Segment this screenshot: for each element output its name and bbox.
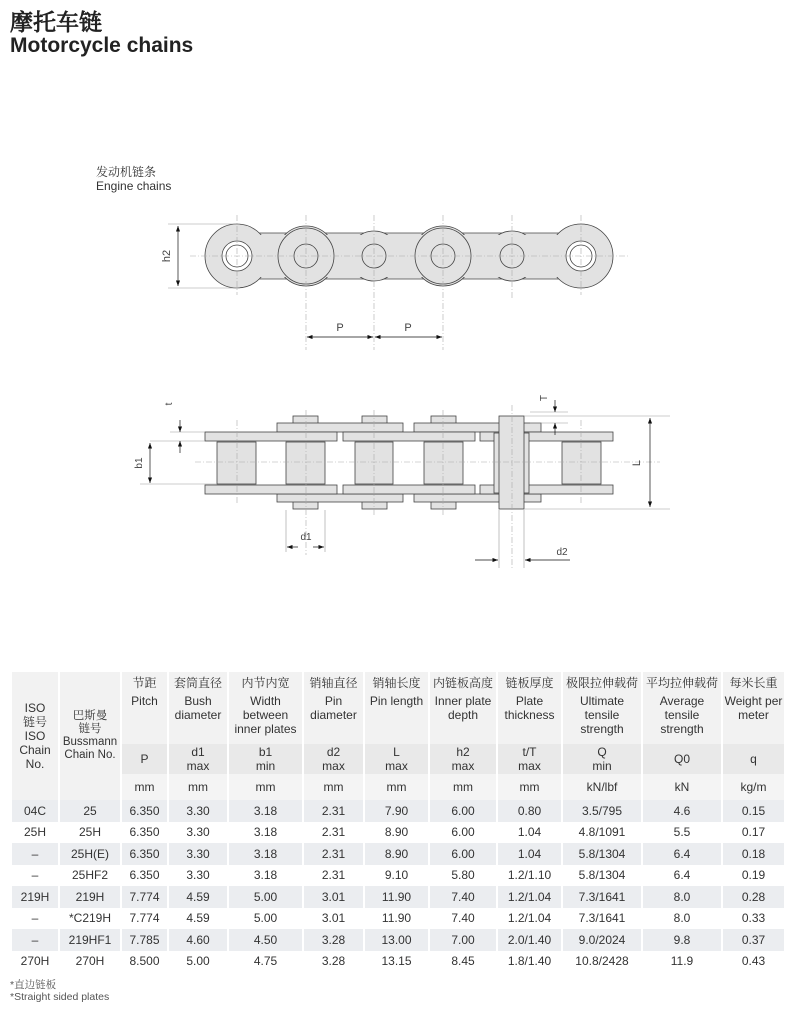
symbol: Q [597, 745, 607, 759]
header-text: Bussmann [62, 736, 118, 748]
table-cell: 11.9 [670, 954, 694, 969]
footnote-cn: *直边链板 [10, 979, 57, 991]
table-cell: *C219H [68, 911, 112, 926]
header-iso-chain-no [12, 672, 58, 800]
table-cell: 6.00 [430, 800, 496, 822]
table-cell: 270H [75, 954, 105, 969]
header-3 [304, 672, 363, 744]
table-cell: 8.0 [643, 886, 721, 908]
symbol: t/T [522, 745, 537, 759]
table-cell: 8.500 [129, 954, 160, 969]
table-cell: 4.59 [186, 911, 210, 926]
table-cell: 6.4 [643, 843, 721, 865]
table-cell: 25H [78, 825, 101, 840]
table-cell: 5.5 [673, 825, 691, 840]
header-cn: 销轴长度 [372, 676, 421, 690]
header-cn: 极限拉伸载荷 [565, 676, 638, 690]
label-b1: b1 [134, 457, 145, 469]
table-cell: 5.00 [229, 886, 302, 908]
header-cn: 平均拉伸载荷 [645, 676, 718, 690]
header-unit: mm [122, 774, 167, 800]
header-8 [643, 672, 721, 744]
header-text: 巴斯曼 [72, 710, 108, 722]
header-1 [169, 672, 227, 744]
label-p: P [404, 322, 412, 334]
label-T: T [539, 394, 550, 402]
table-cell: 6.350 [129, 868, 160, 883]
symbol-qualifier: max [322, 759, 345, 773]
table-cell: 3.30 [169, 843, 227, 865]
table-row [12, 886, 784, 908]
symbol: d1 [191, 745, 205, 759]
header-en: Width between inner plates [234, 694, 297, 736]
header-cn: 节距 [132, 676, 157, 690]
header-text: ISO [24, 701, 46, 715]
header-en: Plate thickness [504, 694, 555, 722]
table-cell: 10.8/2428 [575, 954, 629, 969]
table-cell: 4.59 [169, 886, 227, 908]
table-cell: 1.04 [517, 825, 542, 840]
table-row [12, 843, 784, 865]
table-cell: – [31, 911, 39, 926]
header-symbol [169, 744, 227, 774]
table-cell: – [12, 929, 58, 951]
table-cell: 6.00 [430, 843, 496, 865]
table-cell: 8.90 [365, 843, 428, 865]
table-cell: 2.31 [321, 868, 346, 883]
header-2 [229, 672, 302, 744]
header-en: Pitch [131, 694, 158, 708]
header-0 [122, 672, 167, 744]
table-cell: 8.90 [384, 825, 409, 840]
table-cell: 8.45 [451, 954, 475, 969]
table-cell: 7.00 [430, 929, 496, 951]
header-cn: 内节内宽 [241, 676, 290, 690]
title-cn: 摩托车链 [10, 10, 102, 36]
table-cell: 2.0/1.40 [498, 929, 561, 951]
table-row [12, 951, 784, 973]
table-row [12, 822, 784, 844]
table-cell: 2.31 [304, 800, 363, 822]
specs-table [10, 672, 786, 972]
symbol: P [140, 752, 149, 766]
table-cell: 219HF1 [60, 929, 120, 951]
header-en: Bush diameter [174, 694, 222, 722]
symbol: Q0 [673, 752, 690, 766]
table-cell: 6.00 [451, 825, 475, 840]
chain-front-view [205, 224, 613, 288]
table-cell: 7.774 [129, 911, 160, 926]
header-en: Inner plate depth [434, 694, 492, 722]
header-unit: kN [643, 774, 721, 800]
table-cell: 0.80 [498, 800, 561, 822]
table-cell: 13.00 [365, 929, 428, 951]
symbol-qualifier: max [186, 759, 210, 773]
symbol: L [393, 745, 400, 759]
header-symbol [430, 744, 496, 774]
header-en: Average tensile strength [659, 694, 705, 736]
table-cell: 9.10 [384, 868, 409, 883]
table-cell: 1.8/1.40 [507, 954, 552, 969]
header-symbol [643, 744, 721, 774]
header-5 [430, 672, 496, 744]
header-symbol [122, 744, 167, 774]
header-cn: 套筒直径 [173, 676, 222, 690]
table-cell: 1.04 [498, 843, 561, 865]
header-en: Ultimate tensile strength [579, 694, 624, 736]
header-symbol [365, 744, 428, 774]
symbol-qualifier: max [385, 759, 408, 773]
header-unit: kN/lbf [563, 774, 641, 800]
table-cell: 1.2/1.04 [507, 911, 552, 926]
table-cell: 1.2/1.10 [507, 868, 552, 883]
table-cell: – [12, 843, 58, 865]
label-d1: d1 [300, 532, 312, 543]
table-cell: 1.2/1.04 [498, 886, 561, 908]
table-cell: 2.31 [321, 825, 346, 840]
table-cell: 0.33 [741, 911, 766, 926]
table-cell: 3.18 [229, 800, 302, 822]
table-cell: 25HF2 [71, 868, 109, 883]
header-en: Pin length [369, 694, 424, 708]
header-cn: 每米长重 [729, 676, 778, 690]
header-symbol [229, 744, 302, 774]
header-unit: mm [229, 774, 302, 800]
table-cell: 3.18 [253, 868, 278, 883]
header-symbol [304, 744, 363, 774]
header-bussmann-chain-no [60, 672, 120, 800]
symbol-qualifier: max [451, 759, 475, 773]
table-cell: 3.30 [186, 868, 210, 883]
table-cell: 3.28 [321, 954, 346, 969]
header-9 [723, 672, 784, 744]
header-symbol [563, 744, 641, 774]
label-t: t [164, 402, 175, 406]
table-cell: 7.785 [122, 929, 167, 951]
table-cell: 3.01 [321, 911, 346, 926]
table-cell: 6.350 [122, 800, 167, 822]
table-cell: 0.17 [741, 825, 766, 840]
table-cell: 5.80 [451, 868, 475, 883]
header-unit: mm [365, 774, 428, 800]
header-unit: mm [304, 774, 363, 800]
header-text: Chain [19, 743, 51, 757]
table-cell: 4.8/1091 [578, 825, 626, 840]
table-cell: 9.0/2024 [563, 929, 641, 951]
label-p: P [336, 322, 344, 334]
table-cell: 3.5/795 [563, 800, 641, 822]
table-cell: 11.90 [381, 911, 412, 926]
header-6 [498, 672, 561, 744]
table-cell: 4.75 [253, 954, 278, 969]
table-cell: 0.18 [723, 843, 784, 865]
table-cell: 5.8/1304 [578, 868, 626, 883]
header-4 [365, 672, 428, 744]
table-cell: 7.774 [122, 886, 167, 908]
table-cell: 270H [20, 954, 50, 969]
header-en: Pin diameter [310, 694, 357, 722]
symbol-qualifier: min [255, 759, 276, 773]
header-unit: kg/m [723, 774, 784, 800]
symbol: d2 [326, 745, 341, 759]
title-en: Motorcycle chains [10, 34, 194, 57]
table-cell: 6.4 [673, 868, 691, 883]
table-cell: 8.0 [673, 911, 691, 926]
table-cell: 0.15 [723, 800, 784, 822]
table-row [12, 800, 784, 822]
table-cell: 5.00 [186, 954, 210, 969]
table-cell: 7.3/1641 [563, 886, 641, 908]
header-7 [563, 672, 641, 744]
table-cell: 13.15 [381, 954, 412, 969]
table-cell: 7.3/1641 [578, 911, 626, 926]
table-cell: 7.40 [451, 911, 475, 926]
table-cell: 3.01 [304, 886, 363, 908]
label-d2: d2 [556, 547, 568, 558]
table-cell: 25H [23, 825, 46, 840]
header-en: Weight per meter [724, 694, 783, 722]
symbol-qualifier: max [518, 759, 541, 773]
header-symbol [723, 744, 784, 774]
header-symbol [498, 744, 561, 774]
table-row [12, 865, 784, 887]
table-cell: 9.8 [643, 929, 721, 951]
table-cell: 6.350 [129, 825, 160, 840]
header-text: 链号 [22, 715, 47, 729]
table-cell: 3.30 [169, 800, 227, 822]
table-cell: – [31, 868, 39, 883]
table-cell: 7.40 [430, 886, 496, 908]
table-cell: 7.90 [365, 800, 428, 822]
table-cell: 0.28 [723, 886, 784, 908]
symbol: h2 [456, 745, 470, 759]
table-cell: 6.350 [122, 843, 167, 865]
footnote-en: *Straight sided plates [10, 991, 110, 1003]
table-cell: 3.18 [229, 843, 302, 865]
header-unit: mm [169, 774, 227, 800]
header-unit: mm [430, 774, 496, 800]
table-cell: 0.19 [741, 868, 766, 883]
table-cell: 3.18 [253, 825, 278, 840]
table-cell: 04C [12, 800, 58, 822]
header-text: ISO [24, 729, 46, 743]
header-cn: 销轴直径 [309, 676, 358, 690]
table-cell: 4.50 [229, 929, 302, 951]
symbol: q [750, 752, 757, 766]
table-cell: 0.37 [723, 929, 784, 951]
header-text: Chain No. [64, 749, 116, 761]
table-cell: 219H [12, 886, 58, 908]
label-L: L [631, 459, 643, 467]
header-unit: mm [498, 774, 561, 800]
table-cell: 3.30 [186, 825, 210, 840]
table-cell: 219H [60, 886, 120, 908]
table-cell: 0.43 [741, 954, 766, 969]
section-title-cn: 发动机链条 [96, 165, 157, 179]
symbol: b1 [258, 745, 273, 759]
table-cell: 11.90 [365, 886, 428, 908]
header-text: No. [25, 757, 45, 771]
table-cell: 2.31 [304, 843, 363, 865]
table-cell: 4.6 [643, 800, 721, 822]
section-title-en: Engine chains [96, 179, 172, 193]
table-cell: 25 [60, 800, 120, 822]
header-cn: 链板厚度 [505, 676, 554, 690]
table-cell: 25H(E) [60, 843, 120, 865]
table-row [12, 929, 784, 951]
header-cn: 内链板高度 [432, 676, 493, 690]
label-h2: h2 [161, 249, 173, 263]
table-cell: 4.60 [169, 929, 227, 951]
symbol-qualifier: min [592, 759, 612, 773]
chain-side-view [205, 416, 613, 509]
table-cell: 5.00 [253, 911, 278, 926]
table-cell: 3.28 [304, 929, 363, 951]
table-cell: 5.8/1304 [563, 843, 641, 865]
table-row [12, 908, 784, 930]
header-text: 链号 [78, 723, 102, 735]
